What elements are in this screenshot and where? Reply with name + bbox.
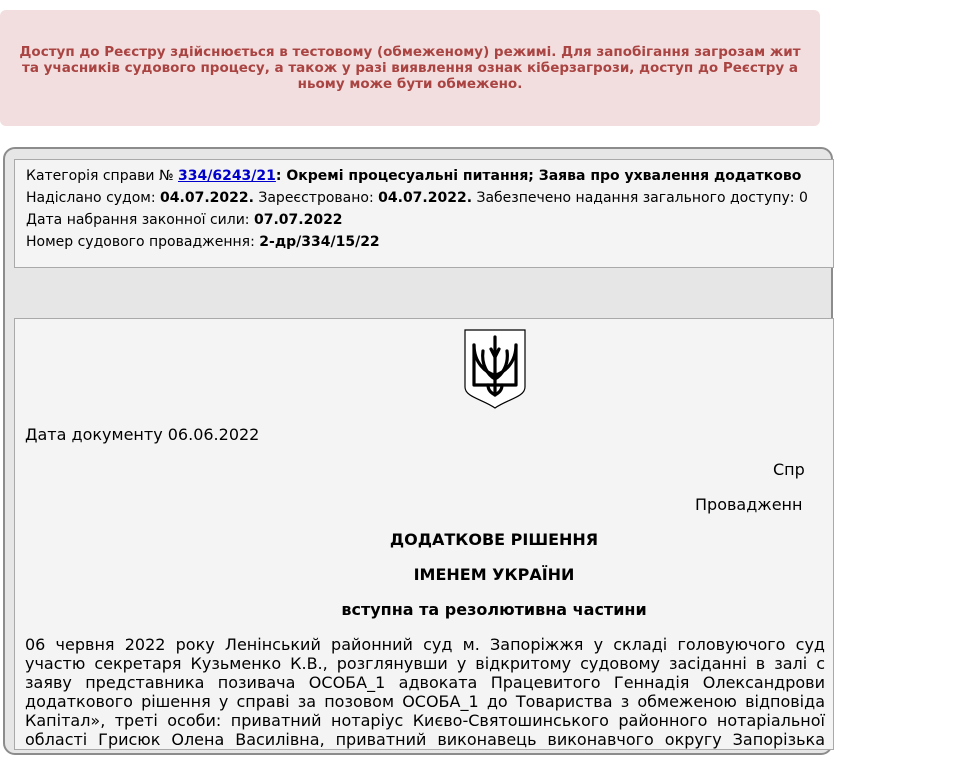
case-ref-right: Спр (773, 460, 805, 479)
proceeding-label: Номер судового провадження: (26, 234, 255, 250)
body-line: додаткового рішення у справі за позовом ОСОБА_1 до Товариства з обмеженою відповіда (25, 692, 825, 711)
registered-date: 04.07.2022. (378, 190, 473, 206)
proceeding-number: 2-др/334/15/22 (259, 234, 380, 250)
proceeding-row (26, 231, 833, 253)
dates-row (26, 187, 833, 209)
banner-line-1: Доступ до Реєстру здійснюється в тестовому (обмеженому) режимі. Для запобігання загрозам жит (19, 44, 801, 60)
sent-date: 04.07.2022. (160, 190, 254, 206)
document-part-title: вступна та резолютивна частини (341, 600, 647, 619)
document-text-panel (14, 318, 834, 750)
sent-label: Надіслано судом: (26, 190, 156, 206)
force-date-row (26, 209, 833, 231)
force-label: Дата набрання законної сили: (26, 212, 250, 228)
banner-line-3: ньому може бути обмежено. (297, 76, 523, 92)
body-line: 06 червня 2022 року Ленінський районний суд м. Запоріжжя у складі головуючого суд (25, 635, 825, 654)
category-value: : Окремі процесуальні питання; Заява про ухвалення додатково (275, 168, 802, 184)
document-subtitle: ІМЕНЕМ УКРАЇНИ (413, 565, 575, 584)
category-row (26, 165, 833, 187)
document-title: ДОДАТКОВЕ РІШЕННЯ (389, 530, 599, 549)
registered-label: Зареєстровано: (258, 190, 374, 206)
force-date: 07.07.2022 (253, 212, 343, 228)
access-label: Забезпечено надання загального доступу: 0 (476, 190, 808, 206)
body-line: області Грисюк Олена Василівна, приватний виконавець виконавчого округу Запорізька (25, 730, 825, 749)
body-line: Капітал», треті особи: приватний нотаріус Києво-Святошинського районного нотаріальної (25, 711, 825, 730)
body-line: участю секретаря Кузьменко К.В., розглянувши у відкритому судовому засіданні в залі с (25, 654, 825, 673)
banner-line-2: та учасників судового процесу, а також у разі виявлення ознак кіберзагрози, доступ до Реєстру а (22, 60, 798, 76)
document-body (25, 635, 825, 749)
document-date: Дата документу 06.06.2022 (25, 425, 260, 444)
access-warning-banner (0, 10, 820, 126)
coat-of-arms-icon (464, 329, 526, 409)
proceeding-ref-right: Провадженн (695, 495, 803, 514)
category-label: Категорія справи № (26, 168, 174, 184)
case-number-link[interactable]: 334/6243/21 (178, 168, 276, 184)
case-metadata-panel (14, 159, 834, 268)
body-line: заяву представника позивача ОСОБА_1 адвоката Працевитого Геннадія Олександрови (25, 673, 825, 692)
